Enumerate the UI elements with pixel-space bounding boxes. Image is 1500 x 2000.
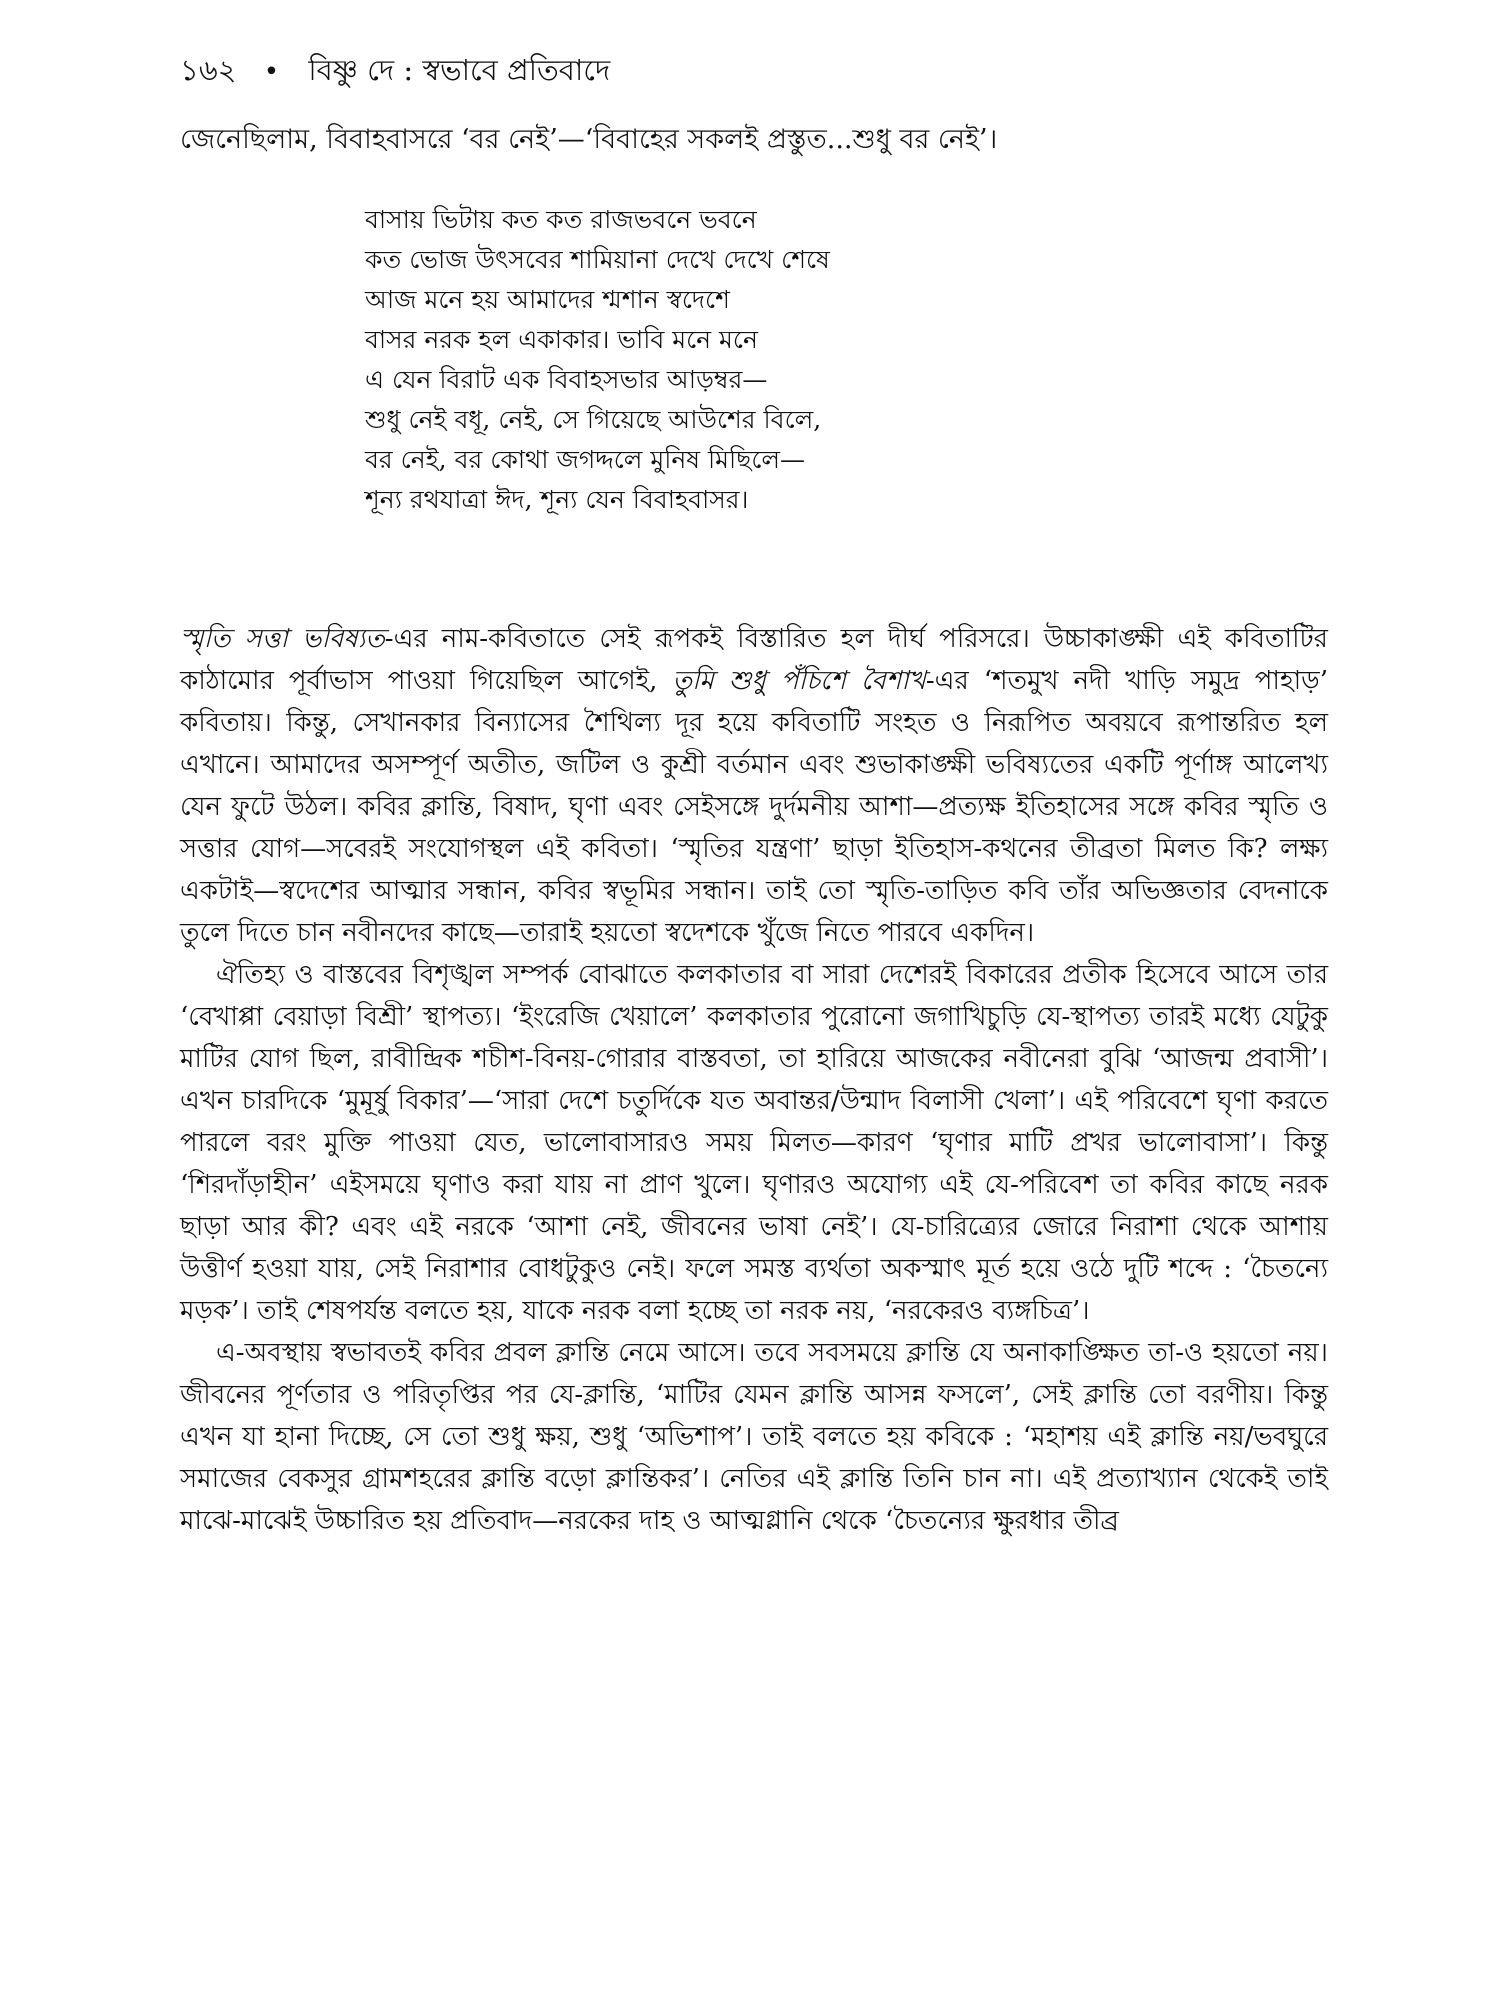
- poem-line: বর নেই, বর কোথা জগদ্দলে মুনিষ মিছিলে—: [365, 445, 806, 474]
- running-header: [180, 50, 610, 92]
- book-title: তুমি শুধু পঁচিশে বৈশাখ: [672, 666, 926, 696]
- book-title: স্মৃতি সত্তা ভবিষ্যত: [180, 624, 385, 654]
- paragraph: ঐতিহ্য ও বাস্তবের বিশৃঙ্খল সম্পর্ক বোঝাতে কলকাতার বা সারা দেশেরই বিকারের প্রতীক হিসেবে আসে তার ‘বেখাপ্পা বেয়াড়া বিশ্রী’ স্থাপত্য। ‘ইংরেজি খেয়ালে’ কলকাতার পুরোনো জগাখিচুড়ি যে-স্থাপত্য তারই মধ্যে যেটুকু মাটির যোগ ছিল, রাবীন্দ্রিক শচীশ-বিনয়-গোরার বাস্তবতা, তা হারিয়ে আজকের নবীনেরা বুঝি ‘আজন্ম প্রবাসী’। এখন চারদিকে ‘মুমূর্ষু বিকার’—‘সারা দেশে চতুর্দিকে যত অবান্তর/উন্মাদ বিলাসী খেলা’। এই পরিবেশে ঘৃণা করতে পারলে বরং মুক্তি পাওয়া যেত, ভালোবাসারও সময় মিলত—কারণ ‘ঘৃণার মাটি প্রখর ভালোবাসা’। কিন্তু ‘শিরদাঁড়াহীন’ এইসময়ে ঘৃণাও করা যায় না প্রাণ খুলে। ঘৃণারও অযোগ্য এই যে-পরিবেশ তা কবির কাছে নরক ছাড়া আর কী? এবং এই নরকে ‘আশা নেই, জীবনের ভাষা নেই’। যে-চারিত্র্যের জোরে নিরাশা থেকে আশায় উত্তীর্ণ হওয়া যায়, সেই নিরাশার বোধটুকুও নেই। ফলে সমস্ত ব্যর্থতা অকস্মাৎ মূর্ত হয়ে ওঠে দুটি শব্দে : ‘চৈতন্যে মড়ক’। তাই শেষপর্যন্ত বলতে হয়, যাকে নরক বলা হচ্ছে তা নরক নয়, ‘নরকেরও ব্যঙ্গচিত্র’।: [180, 960, 1328, 1326]
- poem-line: এ যেন বিরাট এক বিবাহসভার আড়ম্বর—: [365, 365, 768, 394]
- poem-quote: [365, 200, 1085, 520]
- paragraph: স্মৃতি সত্তা ভবিষ্যত-এর নাম-কবিতাতে সেই রূপকই বিস্তারিত হল দীর্ঘ পরিসরে। উচ্চাকাঙ্ক্ষী এই কবিতাটির কাঠামোর পূর্বাভাস পাওয়া গিয়েছিল আগেই, তুমি শুধু পঁচিশে বৈশাখ-এর ‘শতমুখ নদী খাড়ি সমুদ্র পাহাড়’ কবিতায়। কিন্তু, সেখানকার বিন্যাসের শৈথিল্য দূর হয়ে কবিতাটি সংহত ও নিরূপিত অবয়বে রূপান্তরিত হল এখানে। আমাদের অসম্পূর্ণ অতীত, জটিল ও কুশ্রী বর্তমান এবং শুভাকাঙ্ক্ষী ভবিষ্যতের একটি পূর্ণাঙ্গ আলেখ্য যেন ফুটে উঠল। কবির ক্লান্তি, বিষাদ, ঘৃণা এবং সেইসঙ্গে দুর্দমনীয় আশা—প্রত্যক্ষ ইতিহাসের সঙ্গে কবির স্মৃতি ও সত্তার যোগ—সবেরই সংযোগস্থল এই কবিতা। ‘স্মৃতির যন্ত্রণা’ ছাড়া ইতিহাস-কথনের তীব্রতা মিলত কি? লক্ষ্য একটাই—স্বদেশের আত্মার সন্ধান, কবির স্বভূমির সন্ধান। তাই তো স্মৃতি-তাড়িত কবি তাঁর অভিজ্ঞতার বেদনাকে তুলে দিতে চান নবীনদের কাছে—তারাই হয়তো স্বদেশকে খুঁজে নিতে পারবে একদিন।: [180, 624, 1328, 948]
- lead-line: জেনেছিলাম, বিবাহবাসরে ‘বর নেই’—‘বিবাহের সকলই প্রস্তুত...শুধু বর নেই’।: [180, 124, 998, 155]
- paragraph: এ-অবস্থায় স্বভাবতই কবির প্রবল ক্লান্তি নেমে আসে। তবে সবসময়ে ক্লান্তি যে অনাকাঙ্ক্ষিত তা-ও হয়তো নয়। জীবনের পূর্ণতার ও পরিতৃপ্তির পর যে-ক্লান্তি, ‘মাটির যেমন ক্লান্তি আসন্ন ফসলে’, সেই ক্লান্তি তো বরণীয়। কিন্তু এখন যা হানা দিচ্ছে, সে তো শুধু ক্ষয়, শুধু ‘অভিশাপ’। তাই বলতে হয় কবিকে : ‘মহাশয় এই ক্লান্তি নয়/ভবঘুরে সমাজের বেকসুর গ্রামশহরের ক্লান্তি বড়ো ক্লান্তিকর’। নেতির এই ক্লান্তি তিনি চান না। এই প্রত্যাখ্যান থেকেই তাই মাঝে-মাঝেই উচ্চারিত হয় প্রতিবাদ—নরকের দাহ ও আত্মগ্লানি থেকে ‘চৈতন্যের ক্ষুরধার তীব্র: [180, 1338, 1328, 1536]
- page-number: ১৬২: [180, 53, 237, 87]
- poem-line: কত ভোজ উৎসবের শামিয়ানা দেখে দেখে শেষে: [365, 245, 830, 274]
- poem-line: আজ মনে হয় আমাদের শ্মশান স্বদেশে: [365, 285, 730, 314]
- running-title: বিষ্ণু দে : স্বভাবে প্রতিবাদে: [308, 53, 611, 87]
- poem-line: বাসর নরক হল একাকার। ভাবি মনে মনে: [365, 325, 758, 354]
- poem-line: বাসায় ভিটায় কত কত রাজভবনে ভবনে: [365, 205, 757, 234]
- body-text: [180, 618, 1328, 1542]
- poem-line: শূন্য রথযাত্রা ঈদ, শূন্য যেন বিবাহবাসর।: [365, 485, 749, 514]
- poem-line: শুধু নেই বধূ, নেই, সে গিয়েছে আউশের বিলে,: [365, 405, 822, 434]
- header-bullet: •: [263, 57, 280, 87]
